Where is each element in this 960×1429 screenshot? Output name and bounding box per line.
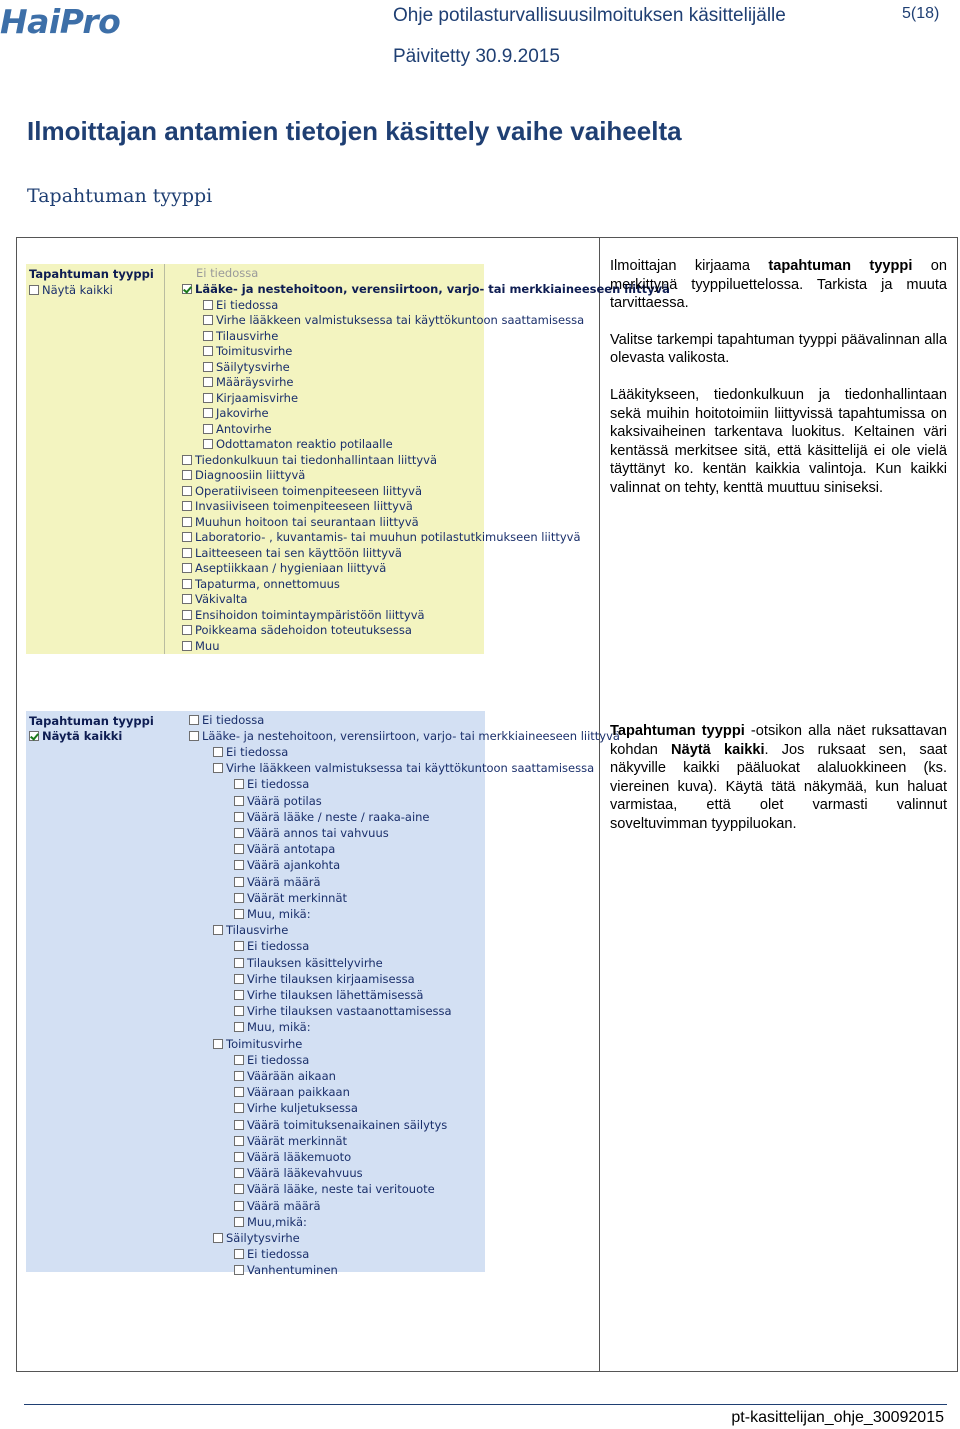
item-label: Aseptiikkaan / hygieniaan liittyvä [195,561,387,575]
item-label: Säilytysvirhe [216,359,290,374]
checkbox-icon [203,362,213,372]
checkbox-icon [234,958,244,968]
description-2 [610,722,947,852]
tree-item-level-2[interactable] [234,874,321,889]
panel-title: Tapahtuman tyyppi [29,267,154,281]
item-label: Laitteeseen tai sen käyttöön liittyvä [195,545,402,560]
checkbox-icon [182,548,192,558]
subcategory-item[interactable] [203,359,290,374]
tree-item-level-2[interactable] [234,809,430,824]
bold-text: Näytä kaikki [671,741,765,758]
item-label: Väärät merkinnät [247,890,348,905]
checkbox-icon [234,893,244,903]
checkbox-icon [234,974,244,984]
checkbox-icon [182,563,192,573]
tree-item-level-2[interactable] [234,842,335,857]
checkbox-icon [234,1184,244,1194]
item-label: Väkivalta [195,592,248,606]
tree-item-level-2[interactable] [234,793,322,808]
item-label: Invasiiviseen toimenpiteeseen liittyvä [195,499,413,513]
item-label: Tilausvirhe [216,328,279,343]
footer-divider [24,1404,947,1405]
checkbox-icon [203,424,213,434]
category-item[interactable] [182,576,340,591]
subcategory-item[interactable] [203,313,584,328]
tree-item-level-2[interactable] [234,1214,307,1229]
type-list-panel [164,264,670,654]
item-label: Väärä annos tai vahvuus [247,825,389,840]
type-tree-panel [186,711,620,1278]
checkbox-icon [182,501,192,511]
item-label: Laboratorio- , kuvantamis- tai muuhun potilastutkimukseen liittyvä [195,530,581,544]
text: -otsikon alla näet ruksattavan kohdan [610,723,947,758]
item-label: Lääke- ja nestehoitoon, verensiirtoon, varjo- tai merkkiaineeseen liittyvä [202,728,620,743]
checkbox-icon [234,1120,244,1130]
document-updated-date: Päivitetty 30.9.2015 [393,46,560,67]
checkbox-icon [234,941,244,951]
item-label: Väärä potilas [247,793,322,808]
tree-item-level-2[interactable] [234,1166,363,1181]
checkbox-icon [234,909,244,919]
category-item[interactable] [182,623,412,638]
item-label: Ei tiedossa [202,712,265,727]
tree-item-level-1[interactable] [213,1230,300,1245]
tree-item-level-2[interactable] [234,777,309,792]
item-label: Toimitusvirhe [216,344,293,358]
item-label: Väärään aikaan [247,1068,336,1083]
checkbox-icon [234,779,244,789]
checkbox-icon [234,812,244,822]
column-divider [599,238,600,1371]
category-item[interactable] [182,607,425,622]
tree-item-level-1[interactable] [213,923,288,938]
item-label: Väärä antotapa [247,842,336,857]
item-label: Vääraan paikkaan [247,1085,350,1100]
text: . Jos ruksaat sen, saat näkyville kaikki pääluokat alaluokkineen (ks. viereinen kuva). Käytä tätä näkymää, kun haluat varmistaa, että olet varmasti valinnut soveltuvimman tyyppiluokan. [610,741,947,832]
checkbox-icon [213,747,223,757]
item-label: Muu [195,638,220,653]
haipro-logo: HaiPro [0,2,121,41]
item-label: Ei tiedossa [247,1247,310,1262]
subcategory-item[interactable] [203,437,393,452]
item-label: Antovirhe [216,421,272,436]
paragraph: Valitse tarkempi tapahtuman tyyppi päävalinnan alla olevasta valikosta. [610,331,947,367]
checkbox-icon [189,715,199,725]
subcategory-item[interactable] [203,344,292,359]
category-item[interactable] [182,452,437,467]
checked-checkbox-icon [29,731,39,741]
item-label: Muu,mikä: [247,1214,307,1229]
tree-item-level-1[interactable] [213,761,594,776]
checkbox-icon [234,1071,244,1081]
text: on merkittynä tyyppiluettelossa. Tarkista ja muuta tarvittaessa. [610,258,947,312]
category-item-selected[interactable] [182,281,670,296]
paragraph [610,257,947,313]
item-label: Ei tiedossa [247,777,310,792]
checkbox-icon [234,1265,244,1275]
checkbox-icon [203,331,213,341]
checkbox-icon [234,1136,244,1146]
item-label: Virhe lääkkeen valmistuksessa tai käyttökuntoon saattamisessa [216,313,585,327]
tree-item-level-2[interactable] [234,1117,447,1132]
checkbox-icon [182,486,192,496]
category-item[interactable] [182,638,220,653]
subcategory-item[interactable] [203,297,278,312]
item-label: Muu, mikä: [247,1020,311,1035]
footer-filename: pt-kasittelijan_ohje_30092015 [731,1409,944,1426]
tree-item-level-2[interactable] [234,825,389,840]
item-label: Tapaturma, onnettomuus [195,576,340,591]
checkbox-icon [203,315,213,325]
item-label: Ensihoidon toimintaympäristöön liittyvä [195,607,425,622]
text: Ilmoittajan kirjaama [610,258,769,274]
tree-item-level-2[interactable] [234,1247,309,1262]
item-label: Virhe tilauksen vastaanottamisessa [247,1004,452,1019]
tree-item-level-2[interactable] [234,1149,351,1164]
checkbox-icon [234,877,244,887]
checkbox-icon [182,532,192,542]
item-label: Tilausvirhe [226,923,289,938]
tree-item-level-2[interactable] [234,1052,309,1067]
item-label: Jakovirhe [216,406,269,420]
subcategory-item[interactable] [203,390,298,405]
checkbox-icon [203,393,213,403]
subcategory-item[interactable] [203,375,293,390]
bold-text: Tapahtuman tyyppi [610,723,745,739]
show-all-label: Näytä kaikki [42,729,123,743]
checkbox-icon [234,1249,244,1259]
item-label: Operatiiviseen toimenpiteeseen liittyvä [195,483,422,498]
checkbox-icon [182,625,192,635]
item-label: Poikkeama sädehoidon toteutuksessa [195,623,412,637]
tree-item-level-2[interactable] [234,1198,321,1213]
category-item[interactable] [182,499,413,514]
tree-item-level-2[interactable] [234,890,347,905]
checkbox-icon [213,763,223,773]
checkbox-icon [182,470,192,480]
tree-item-level-0[interactable] [189,712,264,727]
category-item[interactable] [182,514,419,529]
description-1 [610,257,947,516]
checkbox-icon [234,844,244,854]
main-heading: Ilmoittajan antamien tietojen käsittely vaihe vaiheelta [27,116,682,146]
checkbox-icon [234,1152,244,1162]
tree-item-level-1[interactable] [213,744,288,759]
category-item[interactable] [182,530,581,545]
tree-item-level-2[interactable] [234,1133,347,1148]
checkbox-icon [234,1201,244,1211]
checkbox-icon [182,610,192,620]
checkbox-icon [234,1006,244,1016]
category-item[interactable] [182,561,386,576]
item-label: Toimitusvirhe [226,1036,303,1051]
checkbox-icon [203,346,213,356]
item-label: Säilytysvirhe [226,1230,300,1245]
tree-item-level-2[interactable] [234,1182,435,1197]
checkbox-icon [234,1168,244,1178]
show-all-label: Näytä kaikki [42,283,113,297]
tree-item-level-2[interactable] [234,1085,350,1100]
tree-item-level-2[interactable] [234,971,415,986]
item-label: Ei tiedossa [247,939,310,954]
event-type-screenshot-expanded [26,711,620,1278]
category-item[interactable] [182,545,402,560]
item-label: Tiedonkulkuun tai tiedonhallintaan liittyvä [195,452,438,467]
item-label: Virhe tilauksen kirjaamisessa [247,971,415,986]
checked-checkbox-icon [182,284,192,294]
tree-item-level-2[interactable] [234,906,311,921]
checkbox-icon [234,1103,244,1113]
column-header-label: Ei tiedossa [196,266,259,280]
checkbox-icon [203,408,213,418]
checkbox-icon [234,1022,244,1032]
checkbox-icon [203,439,213,449]
checkbox-icon [182,641,192,651]
checkbox-icon [234,860,244,870]
tree-item-level-2[interactable] [234,1020,311,1035]
checkbox-icon [234,828,244,838]
bold-text: tapahtuman tyyppi [768,258,913,274]
tree-item-level-2[interactable] [234,1004,452,1019]
paragraph [610,722,947,834]
checkbox-icon [203,300,213,310]
item-label: Väärä toimituksenaikainen säilytys [247,1117,448,1132]
checkbox-icon [203,377,213,387]
checkbox-icon [182,594,192,604]
checkbox-icon [182,455,192,465]
checkbox-icon [182,579,192,589]
item-label: Väärä määrä [247,874,321,889]
item-label: Määräysvirhe [216,375,294,389]
show-all-checkbox[interactable] [29,729,122,743]
item-label: Väärä lääke / neste / raaka-aine [247,809,430,824]
tree-item-level-2[interactable] [234,987,423,1002]
item-label: Tilauksen käsittelyvirhe [247,955,383,970]
page-number: 5(18) [902,5,940,22]
subcategory-item[interactable] [203,328,278,343]
checkbox-icon [189,731,199,741]
item-label: Odottamaton reaktio potilaalle [216,437,393,451]
item-label: Väärä määrä [247,1198,321,1213]
item-label: Väärä lääkemuoto [247,1149,352,1164]
category-item[interactable] [182,468,305,483]
item-label: Virhe kuljetuksessa [247,1101,358,1116]
item-label: Muuhun hoitoon tai seurantaan liittyvä [195,514,419,529]
checkbox-icon [182,517,192,527]
panel-title: Tapahtuman tyyppi [29,714,154,728]
item-label: Vanhentuminen [247,1263,338,1278]
item-label: Diagnoosiin liittyvä [195,468,306,482]
tree-item-level-0[interactable] [189,728,620,743]
tree-item-level-2[interactable] [234,1263,338,1278]
checkbox-icon [234,1055,244,1065]
category-label: Lääke- ja nestehoitoon, verensiirtoon, varjo- tai merkkiaineeseen liittyvä [195,281,670,296]
item-label: Ei tiedossa [216,297,279,312]
tree-item-level-2[interactable] [234,858,340,873]
show-all-checkbox[interactable] [29,283,113,297]
category-item[interactable] [182,483,422,498]
item-label: Virhe tilauksen lähettämisessä [247,987,424,1002]
item-label: Väärä lääkevahvuus [247,1166,363,1181]
checkbox-icon [213,925,223,935]
checkbox-icon [29,285,39,295]
item-label: Väärä ajankohta [247,858,341,873]
paragraph: Lääkitykseen, tiedonkulkuun ja tiedonhallintaan sekä muihin hoitotoimiin liittyvissä tapahtumissa on kaksivaiheinen tarkentava luokitus. Keltainen väri kentässä merkitsee sitä, että käsittelijä ei ole vielä täyttänyt ko. kentän kaikkia valintoja. Kun kaikki valinnat on tehty, kenttä muuttuu siniseksi. [610,386,947,496]
subcategory-item[interactable] [203,406,269,421]
tree-item-level-2[interactable] [234,1101,358,1116]
checkbox-icon [213,1039,223,1049]
document-title: Ohje potilasturvallisuusilmoituksen käsittelijälle [393,5,786,26]
checkbox-icon [234,1087,244,1097]
checkbox-icon [213,1233,223,1243]
tree-item-level-1[interactable] [213,1036,302,1051]
item-label: Väärät merkinnät [247,1133,348,1148]
checkbox-icon [234,990,244,1000]
left-panel [26,264,164,654]
event-type-screenshot-collapsed [26,264,670,654]
checkbox-icon [234,796,244,806]
section-heading: Tapahtuman tyyppi [27,185,213,207]
category-item[interactable] [182,592,247,607]
checkbox-icon [234,1217,244,1227]
item-label: Väärä lääke, neste tai veritouote [247,1182,435,1197]
item-label: Ei tiedossa [247,1052,310,1067]
item-label: Virhe lääkkeen valmistuksessa tai käyttökuntoon saattamisessa [226,761,595,776]
item-label: Kirjaamisvirhe [216,390,299,405]
left-panel [26,711,186,1272]
item-label: Ei tiedossa [226,744,289,759]
tree-item-level-2[interactable] [234,955,383,970]
tree-item-level-2[interactable] [234,939,309,954]
tree-item-level-2[interactable] [234,1068,336,1083]
item-label: Muu, mikä: [247,906,311,921]
subcategory-item[interactable] [203,421,272,436]
